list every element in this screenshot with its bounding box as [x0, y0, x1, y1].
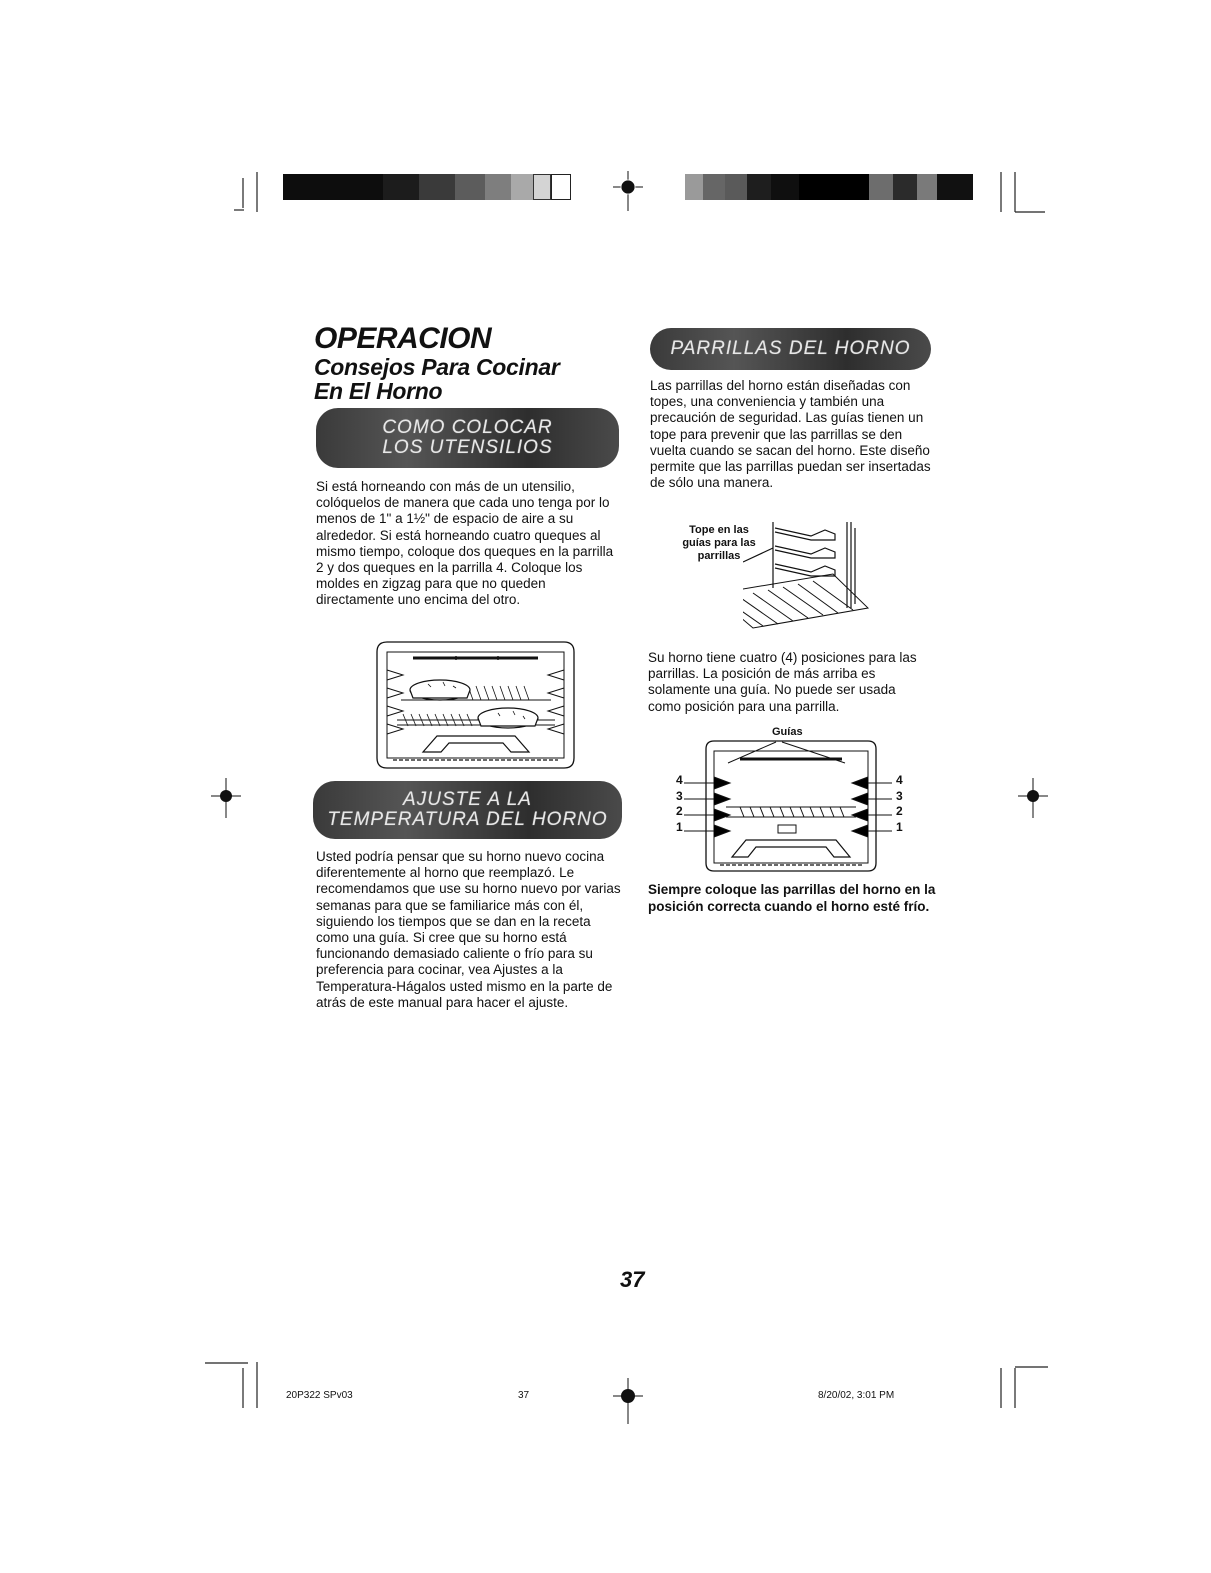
- racks-safety-note: Siempre coloque las parrillas del horno en la posición correcta cuando el horno esté frío.: [648, 882, 936, 914]
- page-subtitle-line2: En El Horno: [314, 377, 443, 404]
- registration-strip-right: [685, 174, 973, 200]
- page-heading: [314, 323, 560, 403]
- rack-position-label: 1: [896, 819, 903, 834]
- rack-position-labels-left: [676, 773, 683, 835]
- rack-stop-label-line: Tope en las: [689, 524, 749, 536]
- racks-body-1: Las parrillas del horno están diseñadas con topes, una conveniencia y también una precaución de seguridad. Las guías tienen un tope para prevenir que las parrillas se den vuelta cuando se sacan del horno. Este diseño permite que las parrillas puedan ser insertadas de sólo una manera.: [650, 378, 931, 491]
- rack-position-label: 3: [676, 788, 683, 803]
- rack-position-labels-right: [896, 773, 903, 835]
- registration-target-icon: [1018, 778, 1048, 818]
- page-subtitle-line1: Consejos Para Cocinar: [314, 353, 560, 380]
- section-heading-line: AJUSTE A LA: [403, 789, 532, 810]
- footer-timestamp: 8/20/02, 3:01 PM: [818, 1390, 895, 1401]
- section-heading-line: COMO COLOCAR: [382, 417, 553, 438]
- registration-target-icon: [211, 778, 241, 818]
- oven-pans-illustration: [373, 640, 578, 770]
- footer-doc-code: 20P322 SPv03: [286, 1390, 353, 1401]
- rack-position-label: 4: [676, 773, 683, 787]
- rack-position-label: 4: [896, 773, 903, 787]
- rack-position-label: 3: [896, 788, 903, 803]
- page-number: 37: [620, 1267, 645, 1292]
- guides-label: Guías: [772, 726, 803, 738]
- utensils-body: Si está horneando con más de un utensilio, colóquelos de manera que cada uno tenga por lo menos de 1" a 1½" de espacio de aire a su alrededor. Si está horneando cuatro queques al mismo tiempo, coloque dos queques en la parrilla 2 y dos queques en la parrilla 4. Coloque los moldes en zigzag para que no queden directamente uno encima del otro.: [316, 479, 614, 608]
- section-heading-line: PARRILLAS DEL HORNO: [670, 338, 911, 359]
- registration-target-icon: [613, 1378, 643, 1424]
- rack-stop-label-line: parrillas: [697, 550, 741, 562]
- registration-strip-left: [283, 174, 571, 200]
- rack-position-label: 2: [896, 804, 903, 819]
- footer-page: 37: [518, 1390, 530, 1401]
- page-title: OPERACION: [314, 322, 492, 355]
- section-heading-racks: [650, 328, 931, 370]
- rack-position-label: 2: [676, 804, 683, 819]
- registration-target-icon: [613, 171, 643, 211]
- section-heading-line: TEMPERATURA DEL HORNO: [327, 809, 608, 830]
- section-heading-temperature: [313, 781, 622, 839]
- rack-position-label: 1: [676, 819, 683, 834]
- rack-stop-label-line: guías para las: [682, 537, 756, 549]
- section-heading-line: LOS UTENSILIOS: [382, 437, 553, 458]
- rack-stop-illustration: [743, 518, 883, 638]
- racks-body-2: Su horno tiene cuatro (4) posiciones para las parrillas. La posición de más arriba es solamente una guía. No puede ser usada como posición para una parrilla.: [648, 650, 917, 714]
- temperature-body: Usted podría pensar que su horno nuevo cocina diferentemente al horno que reemplazó. Le recomendamos que use su horno nuevo por varias semanas para que se familiarice más con él, siguiendo los tiempos que se dan en la receta como una guía. Si cree que su horno está funcionando demasiado caliente o frío para su preferencia para cocinar, vea Ajustes a la Temperatura-Hágalos usted mismo en la parte de atrás de este manual para hacer el ajuste.: [316, 849, 621, 1010]
- rack-positions-illustration: [670, 737, 910, 877]
- section-heading-utensils: [316, 408, 619, 468]
